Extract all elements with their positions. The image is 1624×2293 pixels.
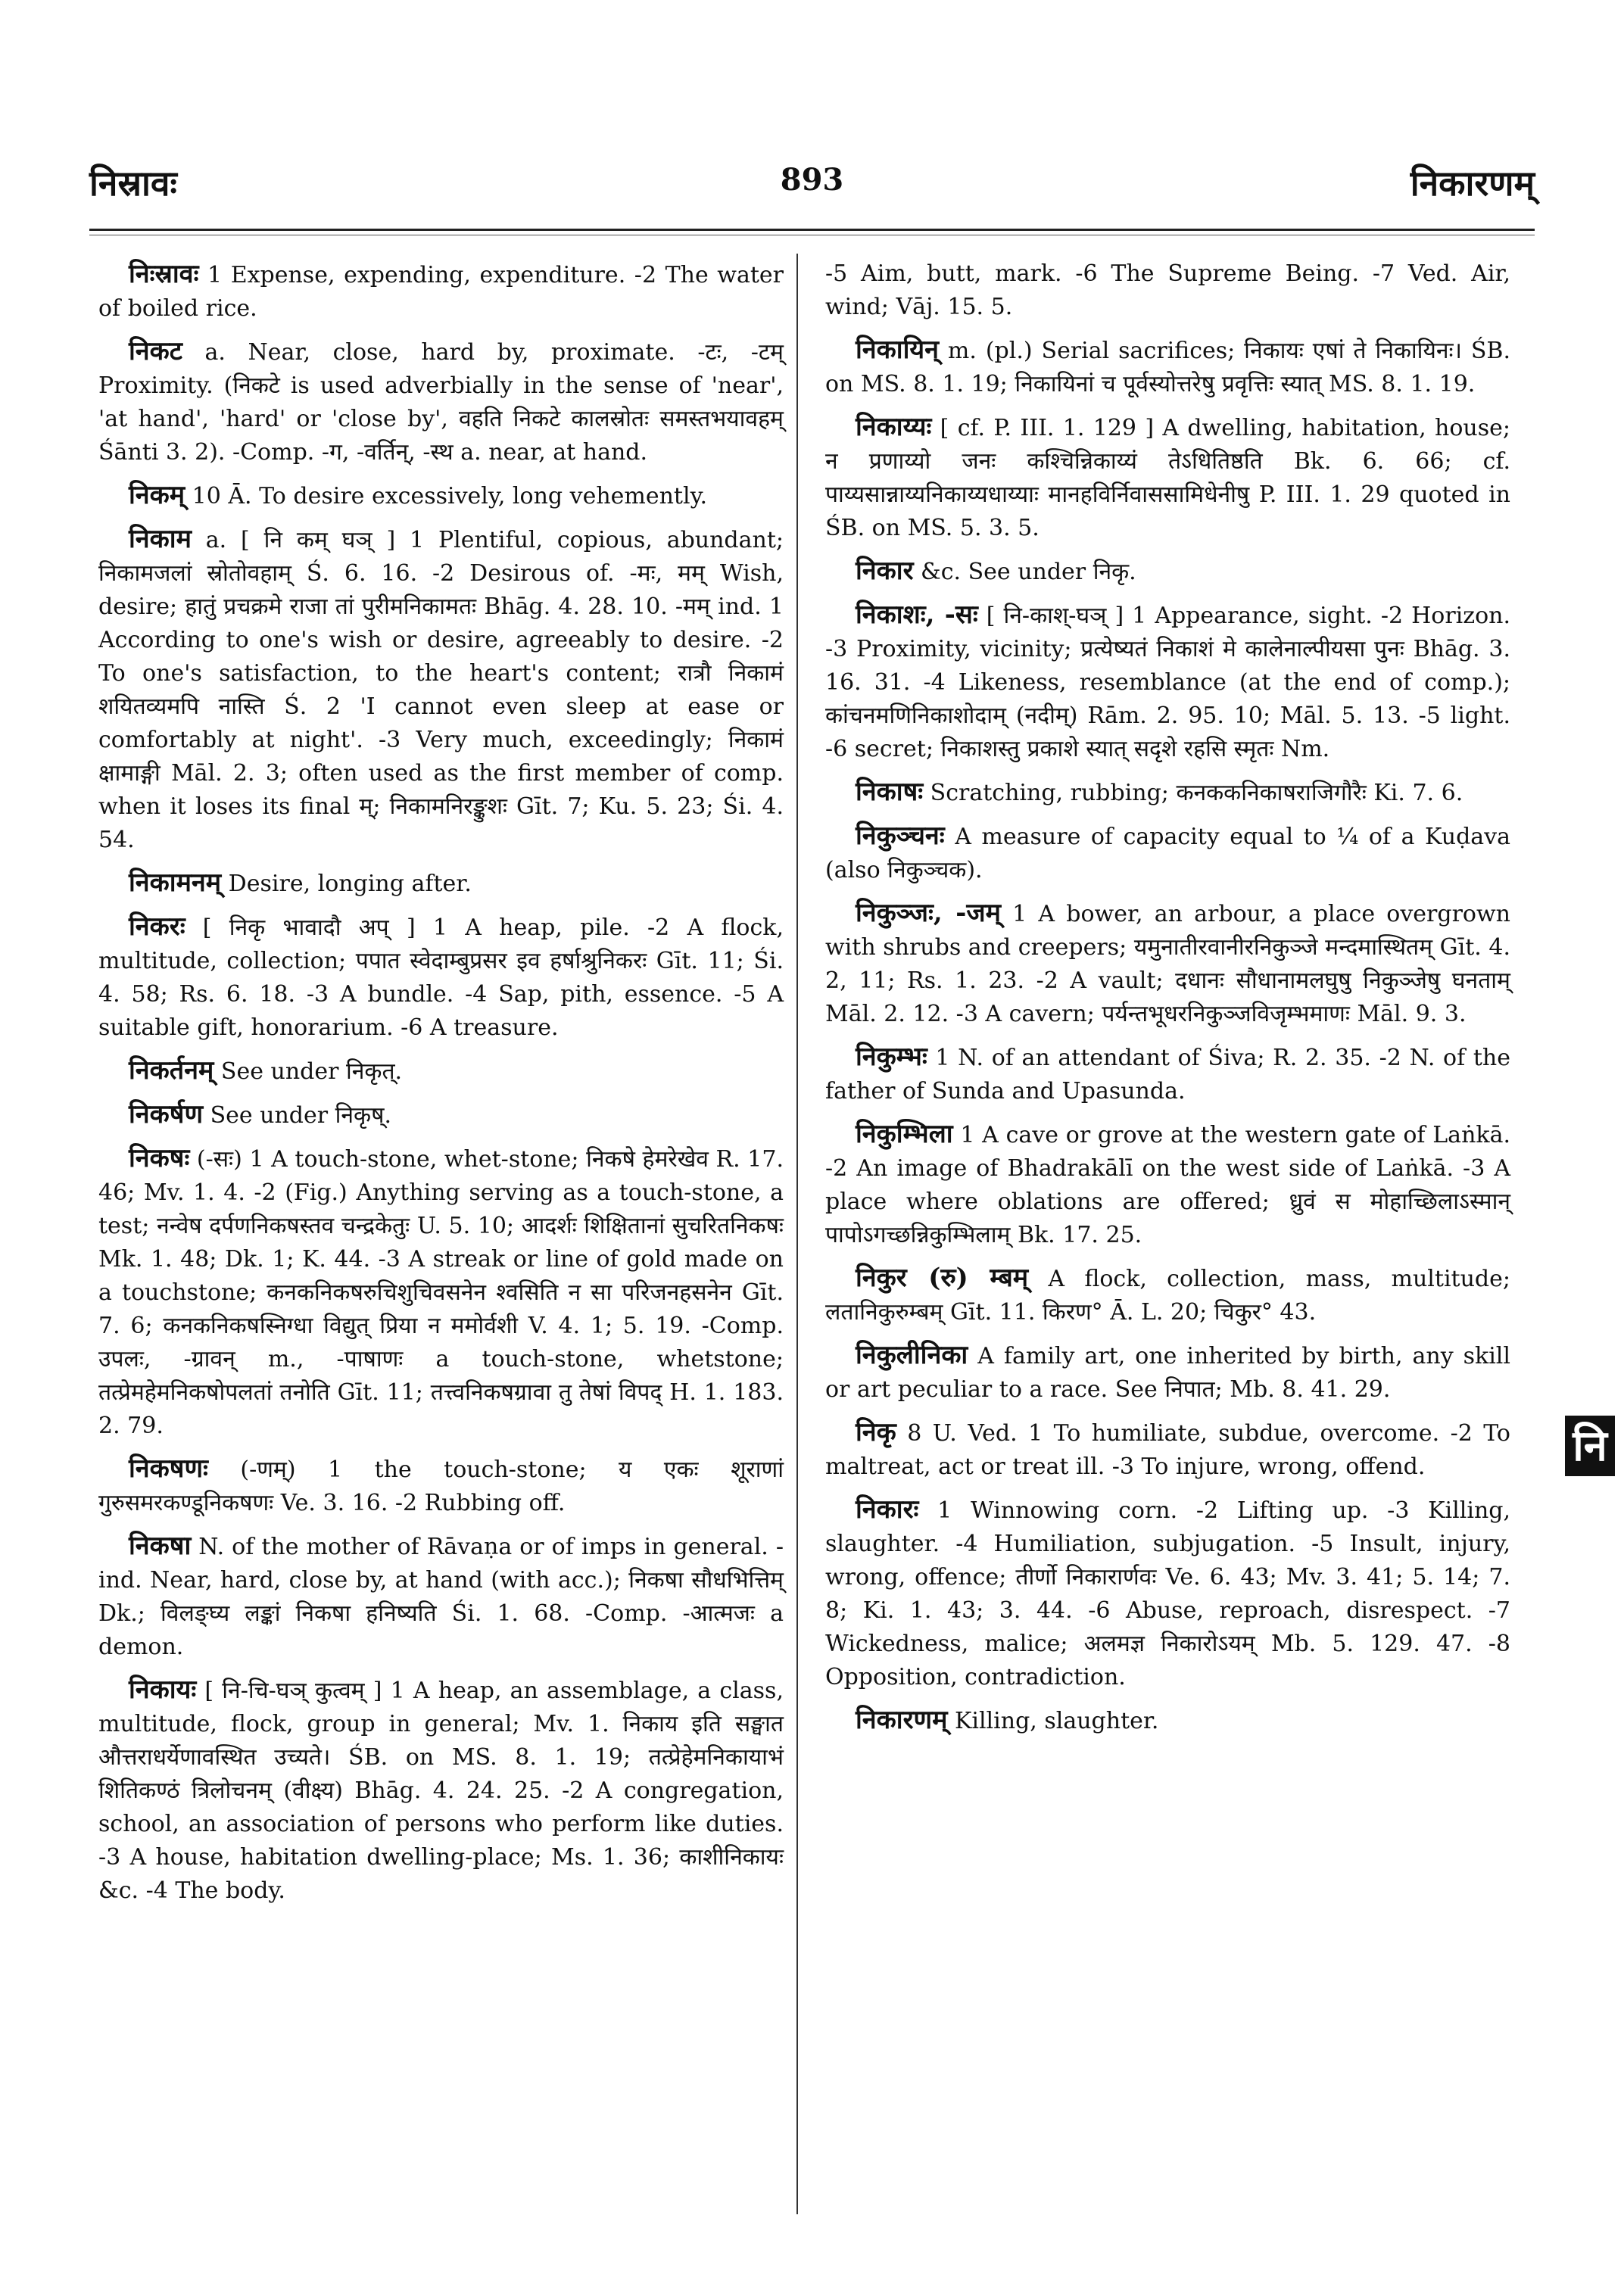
- entry-definition: (-णम्) 1 the touch-stone; य एकः शूराणां गुरुसमरकण्डूनिकषणः Ve. 3. 16. -2 Rubbing off.: [98, 1456, 784, 1516]
- entry-definition: a. Near, close, hard by, proximate. -टः, -टम् Proximity. (निकटे is used adverbially in the sense of 'near', 'at hand', 'hard' or 'close by', वहति निकटे कालस्रोतः समस्तभयावहम् Śānti 3. 2). -Comp. -ग, -वर्तिन्, -स्थ a. near, at hand.: [98, 339, 784, 466]
- entry-definition: 10 Ā. To desire excessively, long vehemently.: [185, 483, 708, 509]
- entry-headword: निकषः: [129, 1143, 190, 1173]
- dictionary-entry: [98, 1142, 784, 1443]
- entry-definition: &c. See under निकृ.: [913, 559, 1136, 585]
- entry-definition: [ cf. P. III. 1. 129 ] A dwelling, habitation, house; न प्रणाय्यो जनः कश्चिन्निकाय्यं तेऽधितिष्ठति Bk. 6. 66; cf. पाय्यसान्नाय्यनिकाय्यधाय्याः मानहविर्निवाससामिधेनीषु P. III. 1. 29 quoted in ŚB. on MS. 5. 3. 5.: [825, 415, 1510, 541]
- header-rule: [89, 229, 1535, 231]
- dictionary-entry: [825, 257, 1510, 324]
- dictionary-entry: [98, 257, 784, 326]
- entry-headword: निकायिन्: [856, 335, 939, 365]
- entry-definition: A family art, one inherited by birth, any skill or art peculiar to a race. See निपात; Mb. 8. 41. 29.: [825, 1343, 1510, 1403]
- entry-headword: निकुम्भिला: [856, 1119, 953, 1149]
- entry-headword: निकुञ्चनः: [856, 821, 945, 851]
- dictionary-entry: [825, 1493, 1510, 1694]
- entry-headword: निकुञ्जः, -जम्: [856, 898, 1001, 928]
- entry-definition: N. of the mother of Rāvaṇa or of imps in general. -ind. Near, hard, close by, at hand (with acc.); निकषा सौधभित्तिम् Dk.; विलङ्घ्य लङ्कां निकषा हनिष्यति Śi. 1. 68. -Comp. -आत्मजः a demon.: [98, 1534, 784, 1660]
- entry-definition: See under निकृत्.: [214, 1058, 403, 1085]
- entry-definition: Killing, slaughter.: [947, 1708, 1159, 1734]
- entry-headword: निकाय्यः: [856, 412, 932, 442]
- dictionary-entry: [825, 554, 1510, 589]
- left-column: [98, 257, 784, 1917]
- dictionary-entry: [825, 1040, 1510, 1108]
- entry-definition: m. (pl.) Serial sacrifices; निकायः एषां ते निकायिनः। ŚB. on MS. 8. 1. 19; निकायिनां च पूर्वस्योत्तरेषु प्रवृत्तिः स्यात् MS. 8. 1. 19.: [825, 338, 1510, 397]
- page-header: [89, 151, 1535, 220]
- entry-headword: निकायः: [129, 1675, 197, 1705]
- entry-headword: निकारः: [856, 1494, 919, 1525]
- entry-headword: निकषणः: [129, 1453, 208, 1484]
- entry-definition: 1 Winnowing corn. -2 Lifting up. -3 Killing, slaughter. -4 Humiliation, subjugation. -5 Insult, injury, wrong, offence; तीर्णो निकारार्णवः Ve. 6. 43; Mv. 3. 41; 5. 14; 7. 8; Ki. 1. 43; 3. 44. -6 Abuse, reproach, disrespect. -7 Wickedness, malice; अलमज्ञ निकारोऽयम् Mb. 5. 129. 47. -8 Opposition, contradiction.: [825, 1497, 1510, 1690]
- entry-definition: [ नि-काश्-घञ् ] 1 Appearance, sight. -2 Horizon. -3 Proximity, vicinity; प्रत्येष्यतं निकाशं मे कालेनाल्पीयसा पुनः Bhāg. 3. 16. 31. -4 Likeness, resemblance (at the end of comp.); कांचनमणिनिकाशोदाम् (नदीम्) Rām. 2. 95. 10; Māl. 5. 13. -5 light. -6 secret; निकाशस्तु प्रकाशे स्यात् सदृशे रहसि स्मृतः Nm.: [825, 603, 1510, 762]
- dictionary-entry: [825, 1416, 1510, 1484]
- entry-headword: निकृ: [856, 1417, 896, 1447]
- column-divider: [796, 254, 798, 2214]
- entry-definition: A flock, collection, mass, multitude; लतानिकुरुम्बम् Gīt. 11. किरण° Ā. L. 20; चिकुर° 43.: [825, 1266, 1510, 1326]
- entry-definition: -5 Aim, butt, mark. -6 The Supreme Being. -7 Ved. Air, wind; Vāj. 15. 5.: [825, 260, 1510, 320]
- entry-headword: निकुम्भः: [856, 1042, 927, 1072]
- entry-headword: निकरः: [129, 911, 185, 942]
- entry-headword: निकाशः, -सः: [856, 600, 978, 630]
- entry-headword: निकामनम्: [129, 868, 222, 898]
- dictionary-entry: [825, 333, 1510, 401]
- dictionary-entry: [98, 1673, 784, 1908]
- dictionary-entry: [98, 1054, 784, 1089]
- dictionary-entry: [825, 598, 1510, 766]
- dictionary-entry: [825, 896, 1510, 1031]
- dictionary-entry: [825, 410, 1510, 545]
- entry-definition: Desire, longing after.: [221, 871, 472, 897]
- left-running-headword: निस्रावः: [89, 163, 177, 204]
- dictionary-entry: [98, 1452, 784, 1520]
- dictionary-entry: [825, 819, 1510, 887]
- dictionary-entry: [98, 522, 784, 857]
- entry-headword: निकट: [129, 336, 182, 366]
- dictionary-entry: [825, 1338, 1510, 1407]
- right-column: [825, 257, 1510, 1747]
- entry-definition: A measure of capacity equal to ¼ of a Kuḍava (also निकुञ्चक).: [825, 824, 1510, 883]
- page-number: 893: [780, 162, 844, 198]
- entry-definition: [ नि-चि-घञ् कुत्वम् ] 1 A heap, an assemblage, a class, multitude, flock, group in general; Mv. 1. निकाय इति सङ्घात औत्तराधर्येणावस्थित उच्यते। ŚB. on MS. 8. 1. 19; तत्प्रेहेमनिकायाभं शितिकण्ठं त्रिलोचनम् (वीक्ष्य) Bhāg. 4. 24. 25. -2 A congregation, school, an association of persons who perform like duties. -3 A house, habitation dwelling-place; Ms. 1. 36; काशीनिकायः &c. -4 The body.: [98, 1678, 784, 1904]
- entry-definition: 1 Expense, expending, expenditure. -2 The water of boiled rice.: [98, 262, 784, 322]
- entry-definition: See under निकृष्.: [203, 1102, 391, 1129]
- thumb-index-tab: नि: [1565, 1416, 1615, 1476]
- right-running-headword: निकारणम्: [1410, 163, 1535, 204]
- entry-definition: 1 N. of an attendant of Śiva; R. 2. 35. -2 N. of the father of Sunda and Upasunda.: [825, 1045, 1510, 1104]
- dictionary-entry: [825, 1261, 1510, 1329]
- entry-definition: Scratching, rubbing; कनककनिकाषराजिगौरैः Ki. 7. 6.: [923, 780, 1463, 806]
- entry-headword: निकुलीनिका: [856, 1340, 968, 1370]
- dictionary-entry: [98, 1098, 784, 1132]
- dictionary-entry: [98, 910, 784, 1045]
- entry-headword: निकाषः: [856, 777, 924, 807]
- entry-headword: निकर्षण: [129, 1099, 204, 1129]
- entry-headword: निकुर (रु) म्बम्: [856, 1263, 1029, 1293]
- entry-definition: a. [ नि कम् घञ् ] 1 Plentiful, copious, abundant; निकामजलां स्रोतोवहाम् Ś. 6. 16. -2 Desirous of. -मः, मम् Wish, desire; हातुं प्रचक्रमे राजा तां पुरीमनिकामतः Bhāg. 4. 28. 10. -मम् ind. 1 According to one's wish or desire, agreeably to desire. -2 To one's satisfaction, to the heart's content; रात्रौ निकामं शयितव्यमपि नास्ति Ś. 2 'I cannot even sleep at ease or comfortably at night'. -3 Very much, exceedingly; निकामं क्षामाङ्गी Māl. 2. 3; often used as the first member of comp. when it loses its final म्; निकामनिरङ्कुशः Gīt. 7; Ku. 5. 23; Śi. 4. 54.: [98, 527, 784, 853]
- entry-headword: निकारणम्: [856, 1705, 948, 1735]
- dictionary-entry: [825, 1117, 1510, 1252]
- entry-headword: निकर्तनम्: [129, 1055, 214, 1086]
- entry-definition: 1 A cave or grove at the western gate of Laṅkā. -2 An image of Bhadrakālī on the west side of Laṅkā. -3 A place where oblations are offered; ध्रुवं स मोहाच्छिलाऽस्मान् पापोऽगच्छन्निकुम्भिलाम् Bk. 17. 25.: [825, 1122, 1510, 1248]
- dictionary-entry: [98, 866, 784, 901]
- entry-headword: निकाम: [129, 524, 192, 554]
- dictionary-entry: [825, 1703, 1510, 1738]
- entry-headword: निकम्: [129, 480, 185, 510]
- dictionary-entry: [98, 335, 784, 469]
- entry-definition: (-सः) 1 A touch-stone, whet-stone; निकषे हेमरेखेव R. 17. 46; Mv. 1. 4. -2 (Fig.) Anything serving as a touch-stone, a test; नन्वेष दर्पणनिकषस्तव चन्द्रकेतुः U. 5. 10; आदर्शः शिक्षितानां सुचरितनिकषः Mk. 1. 48; Dk. 1; K. 44. -3 A streak or line of gold made on a touchstone; कनकनिकषरुचिशुचिवसनेन श्वसिति न सा परिजनहसनेन Gīt. 7. 6; कनकनिकषस्निग्धा विद्युत् प्रिया न ममोर्वशी V. 4. 1; 5. 19. -Comp. उपलः, -ग्रावन् m., -पाषाणः a touch-stone, whetstone; तत्प्रेमहेमनिकषोपलतां तनोति Gīt. 11; तत्त्वनिकषग्रावा तु तेषां विपद् H. 1. 183. 2. 79.: [98, 1146, 784, 1439]
- dictionary-entry: [98, 1529, 784, 1664]
- entry-headword: निकषा: [129, 1531, 192, 1561]
- entry-definition: [ निकृ भावादौ अप् ] 1 A heap, pile. -2 A flock, multitude, collection; पपात स्वेदाम्बुप्रसर इव हर्षाश्रुनिकरः Gīt. 11; Śi. 4. 58; Rs. 6. 18. -3 A bundle. -4 Sap, pith, essence. -5 A suitable gift, honorarium. -6 A treasure.: [98, 914, 784, 1041]
- entry-headword: निकार: [856, 556, 914, 586]
- entry-headword: निःस्रावः: [129, 259, 199, 289]
- dictionary-entry: [825, 775, 1510, 810]
- dictionary-entry: [98, 478, 784, 513]
- entry-definition: 1 A bower, an arbour, a place overgrown with shrubs and creepers; यमुनातीरवानीरनिकुञ्जे मन्दमास्थितम् Gīt. 4. 2, 11; Rs. 1. 23. -2 A vault; दधानः सौधानामलघुषु निकुञ्जेषु घनताम् Māl. 2. 12. -3 A cavern; पर्यन्तभूधरनिकुञ्जविजृम्भमाणः Māl. 9. 3.: [825, 901, 1510, 1027]
- entry-definition: 8 U. Ved. 1 To humiliate, subdue, overcome. -2 To maltreat, act or treat ill. -3 To injure, wrong, offend.: [825, 1420, 1510, 1480]
